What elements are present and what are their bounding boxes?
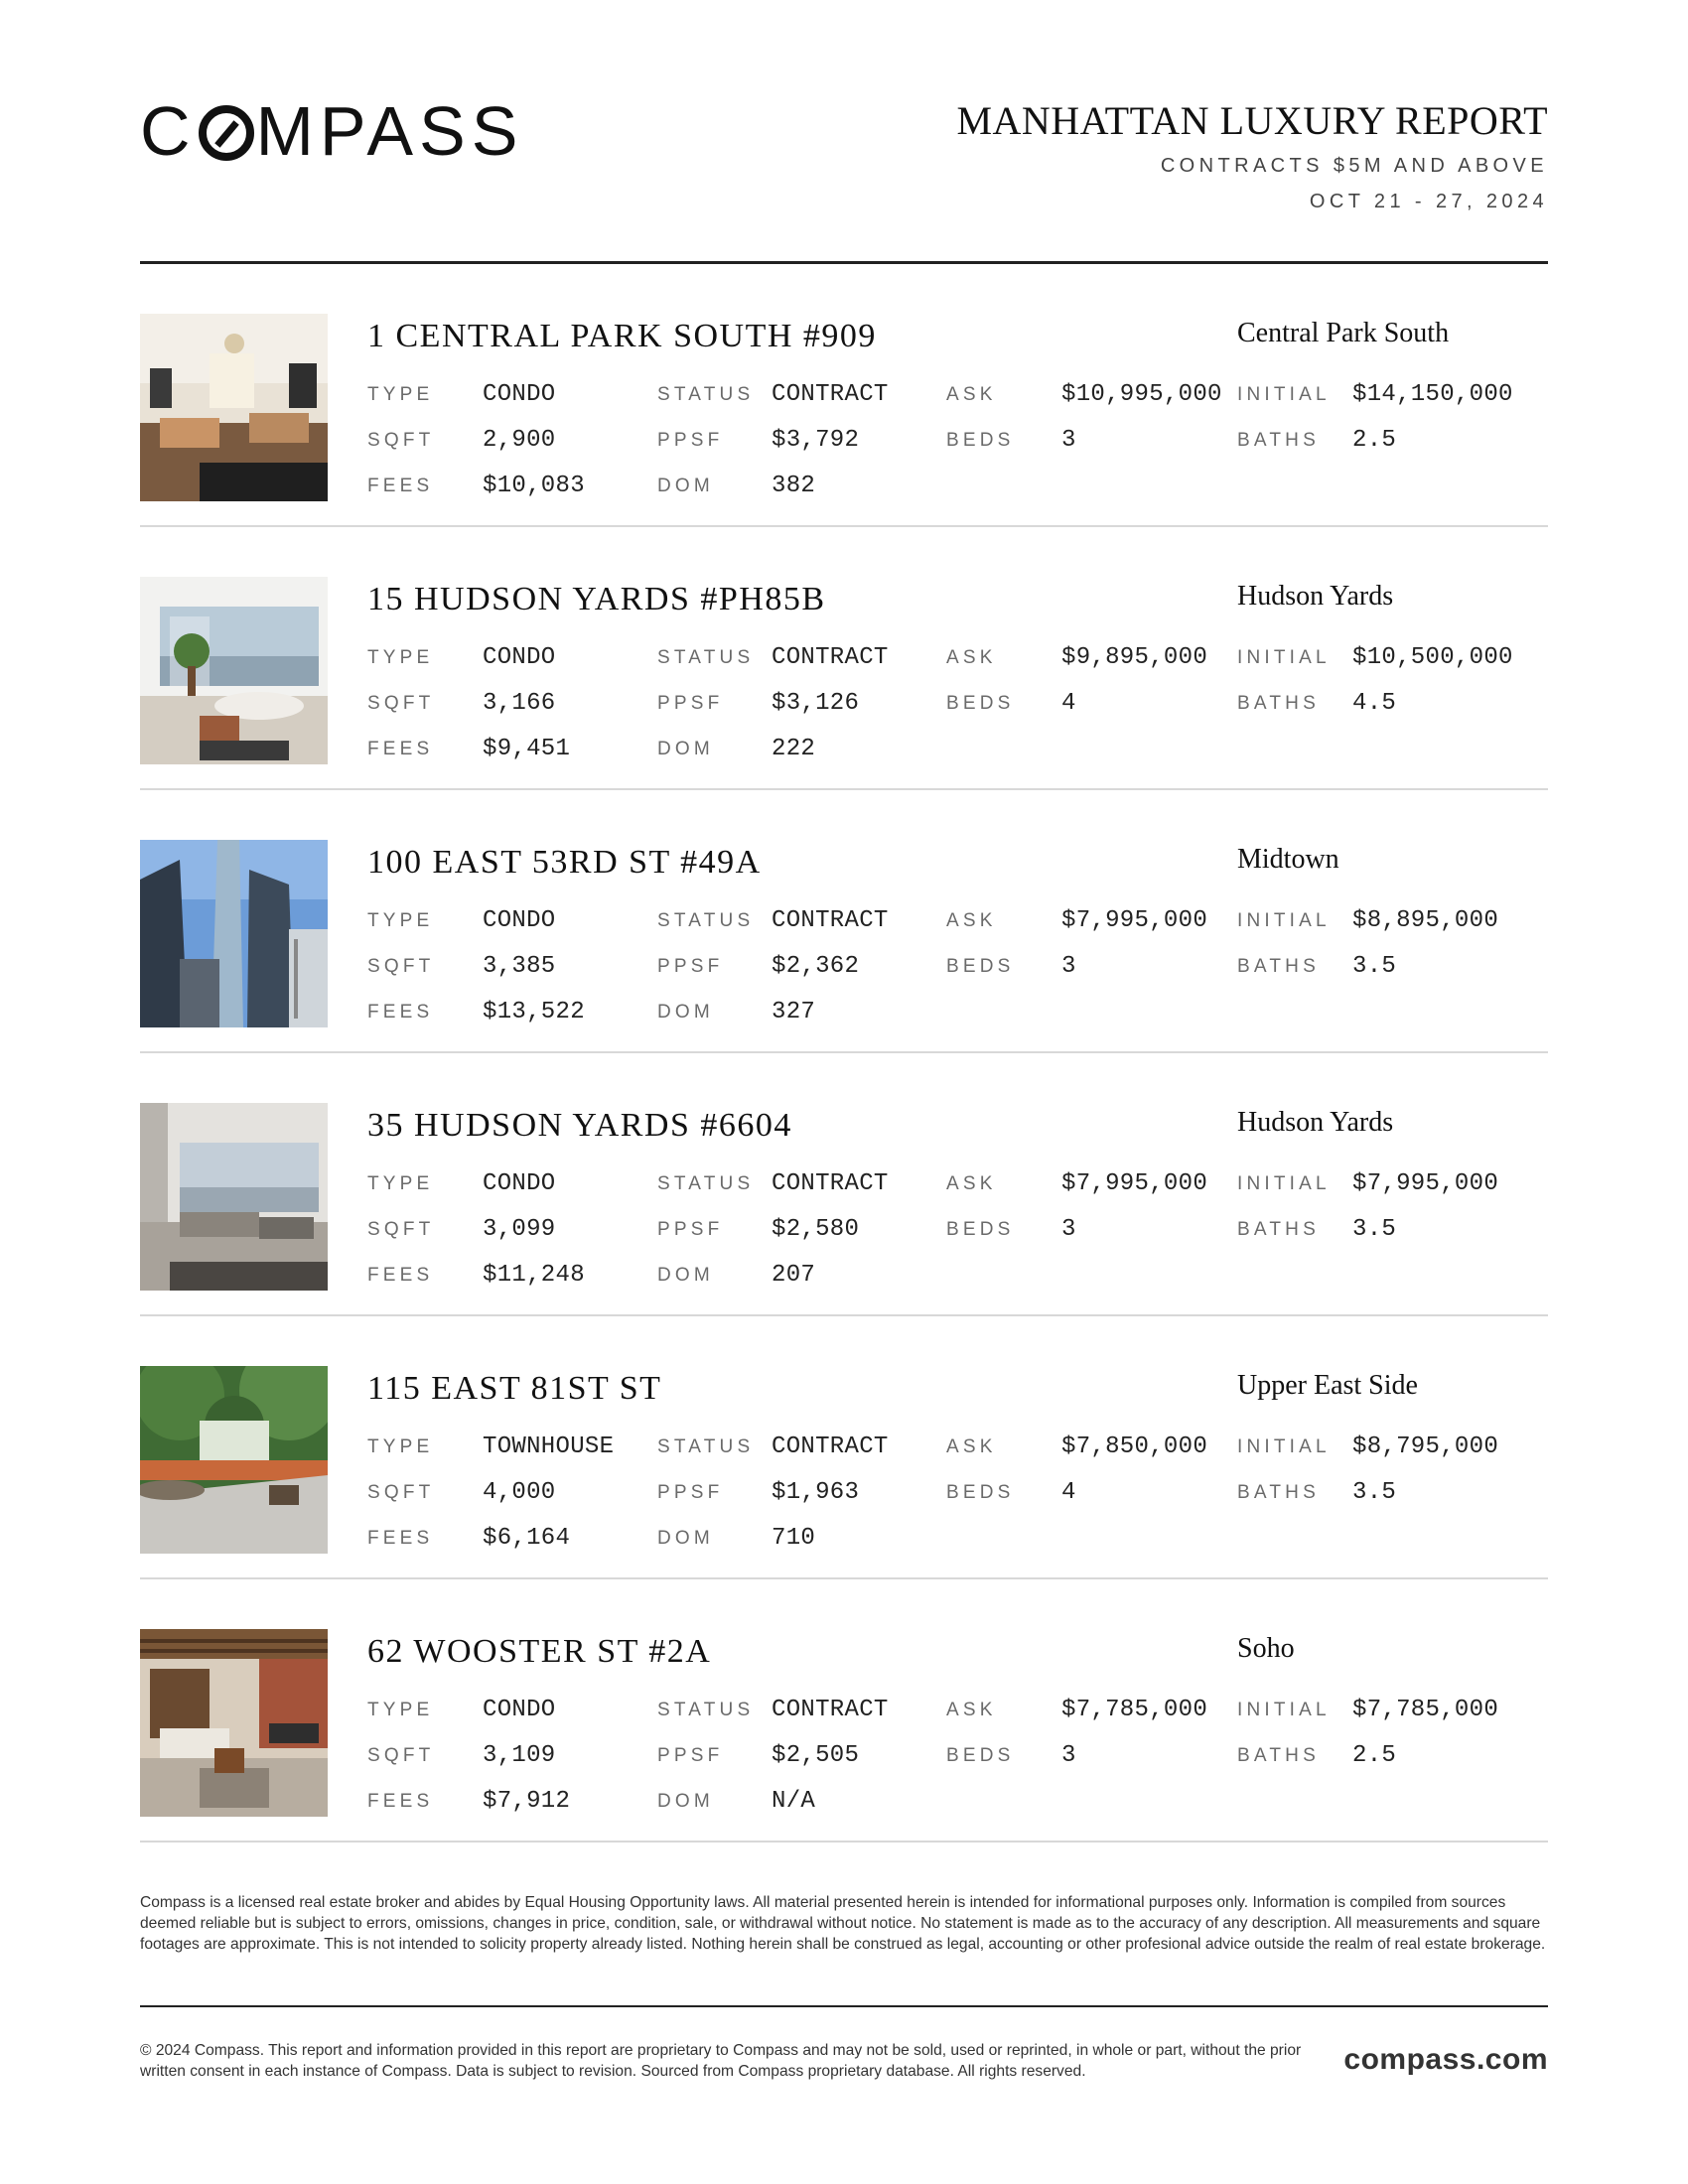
fees-value: $7,912 <box>483 1788 571 1815</box>
ppsf-value: $2,505 <box>772 1742 860 1769</box>
type-label: TYPE <box>367 647 434 668</box>
listing-neighborhood: Central Park South <box>1237 318 1450 348</box>
status-value: CONTRACT <box>772 907 889 934</box>
ask-value: $9,895,000 <box>1061 644 1208 671</box>
penthouse-living-photo[interactable] <box>140 577 328 764</box>
ask-label: ASK <box>946 1700 997 1720</box>
listing-address[interactable]: 62 WOOSTER ST #2A <box>367 1633 712 1670</box>
listing-row[interactable] <box>140 790 1548 1053</box>
dom-label: DOM <box>657 1528 714 1549</box>
baths-label: BATHS <box>1237 1482 1320 1503</box>
loft-photo[interactable] <box>140 1629 328 1817</box>
listing-address[interactable]: 35 HUDSON YARDS #6604 <box>367 1107 792 1144</box>
report-header <box>140 0 1548 264</box>
baths-label: BATHS <box>1237 1219 1320 1240</box>
ppsf-label: PPSF <box>657 1745 724 1766</box>
beds-label: BEDS <box>946 1219 1015 1240</box>
sqft-value: 4,000 <box>483 1479 556 1506</box>
ask-value: $7,995,000 <box>1061 1170 1208 1197</box>
beds-label: BEDS <box>946 430 1015 451</box>
initial-value: $7,995,000 <box>1352 1170 1499 1197</box>
beds-value: 3 <box>1061 953 1076 980</box>
type-value: CONDO <box>483 381 556 408</box>
dom-label: DOM <box>657 739 714 759</box>
listing-neighborhood: Hudson Yards <box>1237 1107 1394 1138</box>
dom-value: 222 <box>772 736 816 762</box>
type-label: TYPE <box>367 1436 434 1457</box>
type-value: CONDO <box>483 644 556 671</box>
beds-value: 3 <box>1061 427 1076 454</box>
ask-label: ASK <box>946 1173 997 1194</box>
dom-value: 382 <box>772 473 816 499</box>
status-value: CONTRACT <box>772 1170 889 1197</box>
ppsf-value: $1,963 <box>772 1479 860 1506</box>
beds-label: BEDS <box>946 1745 1015 1766</box>
dom-label: DOM <box>657 1002 714 1023</box>
report-page <box>140 0 1548 2184</box>
baths-value: 2.5 <box>1352 427 1397 454</box>
baths-label: BATHS <box>1237 430 1320 451</box>
sqft-value: 2,900 <box>483 427 556 454</box>
fees-label: FEES <box>367 739 434 759</box>
sqft-label: SQFT <box>367 693 435 714</box>
dom-label: DOM <box>657 1265 714 1286</box>
status-label: STATUS <box>657 1436 755 1457</box>
sqft-label: SQFT <box>367 1219 435 1240</box>
fees-label: FEES <box>367 1528 434 1549</box>
sqft-value: 3,109 <box>483 1742 556 1769</box>
listing-neighborhood: Soho <box>1237 1633 1295 1664</box>
corner-living-photo[interactable] <box>140 1103 328 1291</box>
sqft-label: SQFT <box>367 1745 435 1766</box>
baths-value: 3.5 <box>1352 1479 1397 1506</box>
listing-row[interactable] <box>140 1316 1548 1579</box>
compass-logo-o-icon <box>199 105 254 161</box>
type-label: TYPE <box>367 1173 434 1194</box>
site-link[interactable]: compass.com <box>1343 2043 1548 2076</box>
listing-neighborhood: Midtown <box>1237 844 1339 875</box>
baths-label: BATHS <box>1237 956 1320 977</box>
status-label: STATUS <box>657 1173 755 1194</box>
living-room-photo[interactable] <box>140 314 328 501</box>
initial-value: $14,150,000 <box>1352 381 1513 408</box>
type-value: TOWNHOUSE <box>483 1433 615 1460</box>
type-value: CONDO <box>483 907 556 934</box>
status-value: CONTRACT <box>772 1697 889 1723</box>
dom-label: DOM <box>657 1791 714 1812</box>
listing-neighborhood: Hudson Yards <box>1237 581 1394 612</box>
type-label: TYPE <box>367 910 434 931</box>
beds-value: 4 <box>1061 1479 1076 1506</box>
initial-label: INITIAL <box>1237 384 1331 405</box>
garden-photo[interactable] <box>140 1366 328 1554</box>
initial-value: $7,785,000 <box>1352 1697 1499 1723</box>
ppsf-value: $3,126 <box>772 690 860 717</box>
fees-label: FEES <box>367 1265 434 1286</box>
sqft-label: SQFT <box>367 956 435 977</box>
ppsf-label: PPSF <box>657 430 724 451</box>
fees-value: $13,522 <box>483 999 585 1025</box>
beds-label: BEDS <box>946 956 1015 977</box>
ask-label: ASK <box>946 384 997 405</box>
ask-label: ASK <box>946 1436 997 1457</box>
fees-value: $6,164 <box>483 1525 571 1552</box>
dom-value: N/A <box>772 1788 816 1815</box>
listing-address[interactable]: 100 EAST 53RD ST #49A <box>367 844 762 881</box>
beds-label: BEDS <box>946 1482 1015 1503</box>
ppsf-label: PPSF <box>657 956 724 977</box>
status-label: STATUS <box>657 910 755 931</box>
sqft-value: 3,385 <box>483 953 556 980</box>
initial-value: $10,500,000 <box>1352 644 1513 671</box>
beds-value: 4 <box>1061 690 1076 717</box>
listing-row[interactable] <box>140 264 1548 527</box>
initial-label: INITIAL <box>1237 647 1331 668</box>
report-title: MANHATTAN LUXURY REPORT <box>956 98 1548 143</box>
beds-value: 3 <box>1061 1216 1076 1243</box>
ppsf-label: PPSF <box>657 693 724 714</box>
status-label: STATUS <box>657 1700 755 1720</box>
disclaimer-text: Compass is a licensed real estate broker and abides by Equal Housing Opportunity laws. All material presented herein is intended for informational purposes only. Information is compiled from sources deemed reliable but is subject to errors, omissions, changes in price, condition, sale, or withdrawal without notice. No statement is made as to the accuracy of any description. All measurements and square footages are approximate. This is not intended to solicity property already listed. Nothing herein shall be construed as legal, accounting or other profesional advice outside the realm of real estate brokerage. <box>140 1894 1546 1953</box>
fees-label: FEES <box>367 1791 434 1812</box>
sqft-value: 3,099 <box>483 1216 556 1243</box>
beds-label: BEDS <box>946 693 1015 714</box>
listing-row[interactable] <box>140 1579 1548 1843</box>
ask-value: $10,995,000 <box>1061 381 1222 408</box>
ppsf-label: PPSF <box>657 1219 724 1240</box>
type-value: CONDO <box>483 1697 556 1723</box>
initial-label: INITIAL <box>1237 910 1331 931</box>
listings-list <box>140 264 1548 1843</box>
beds-value: 3 <box>1061 1742 1076 1769</box>
sqft-label: SQFT <box>367 1482 435 1503</box>
fees-value: $10,083 <box>483 473 585 499</box>
baths-value: 2.5 <box>1352 1742 1397 1769</box>
fees-value: $9,451 <box>483 736 571 762</box>
initial-value: $8,895,000 <box>1352 907 1499 934</box>
footer-divider <box>140 2005 1548 2007</box>
skyscraper-photo[interactable] <box>140 840 328 1027</box>
ask-label: ASK <box>946 647 997 668</box>
baths-value: 4.5 <box>1352 690 1397 717</box>
fees-label: FEES <box>367 1002 434 1023</box>
ask-value: $7,785,000 <box>1061 1697 1208 1723</box>
listing-neighborhood: Upper East Side <box>1237 1370 1418 1401</box>
status-value: CONTRACT <box>772 1433 889 1460</box>
ask-label: ASK <box>946 910 997 931</box>
ask-value: $7,850,000 <box>1061 1433 1208 1460</box>
ppsf-value: $2,580 <box>772 1216 860 1243</box>
status-value: CONTRACT <box>772 381 889 408</box>
type-label: TYPE <box>367 1700 434 1720</box>
fees-label: FEES <box>367 476 434 496</box>
baths-label: BATHS <box>1237 1745 1320 1766</box>
status-value: CONTRACT <box>772 644 889 671</box>
type-value: CONDO <box>483 1170 556 1197</box>
baths-label: BATHS <box>1237 693 1320 714</box>
status-label: STATUS <box>657 384 755 405</box>
compass-logo: C MPASS <box>140 92 524 170</box>
report-date-range: OCT 21 - 27, 2024 <box>1309 191 1548 212</box>
type-label: TYPE <box>367 384 434 405</box>
fees-value: $11,248 <box>483 1262 585 1289</box>
ask-value: $7,995,000 <box>1061 907 1208 934</box>
sqft-label: SQFT <box>367 430 435 451</box>
dom-value: 207 <box>772 1262 816 1289</box>
baths-value: 3.5 <box>1352 1216 1397 1243</box>
dom-value: 710 <box>772 1525 816 1552</box>
listing-address[interactable]: 1 CENTRAL PARK SOUTH #909 <box>367 318 877 354</box>
sqft-value: 3,166 <box>483 690 556 717</box>
ppsf-value: $3,792 <box>772 427 860 454</box>
initial-label: INITIAL <box>1237 1700 1331 1720</box>
baths-value: 3.5 <box>1352 953 1397 980</box>
listing-row[interactable] <box>140 1053 1548 1316</box>
listing-address[interactable]: 15 HUDSON YARDS #PH85B <box>367 581 826 617</box>
initial-value: $8,795,000 <box>1352 1433 1499 1460</box>
initial-label: INITIAL <box>1237 1436 1331 1457</box>
report-subtitle: CONTRACTS $5M AND ABOVE <box>1160 155 1548 177</box>
initial-label: INITIAL <box>1237 1173 1331 1194</box>
listing-address[interactable]: 115 EAST 81ST ST <box>367 1370 662 1407</box>
status-label: STATUS <box>657 647 755 668</box>
dom-value: 327 <box>772 999 816 1025</box>
ppsf-value: $2,362 <box>772 953 860 980</box>
ppsf-label: PPSF <box>657 1482 724 1503</box>
listing-row[interactable] <box>140 527 1548 790</box>
copyright-text: © 2024 Compass. This report and information provided in this report are proprietary to Compass and may not be sold, used or reprinted, in whole or part, without the prior written consent in each instance of Compass. Data is subject to revision. Sourced from Compass proprietary database. All rights reserved. <box>140 2042 1302 2080</box>
dom-label: DOM <box>657 476 714 496</box>
